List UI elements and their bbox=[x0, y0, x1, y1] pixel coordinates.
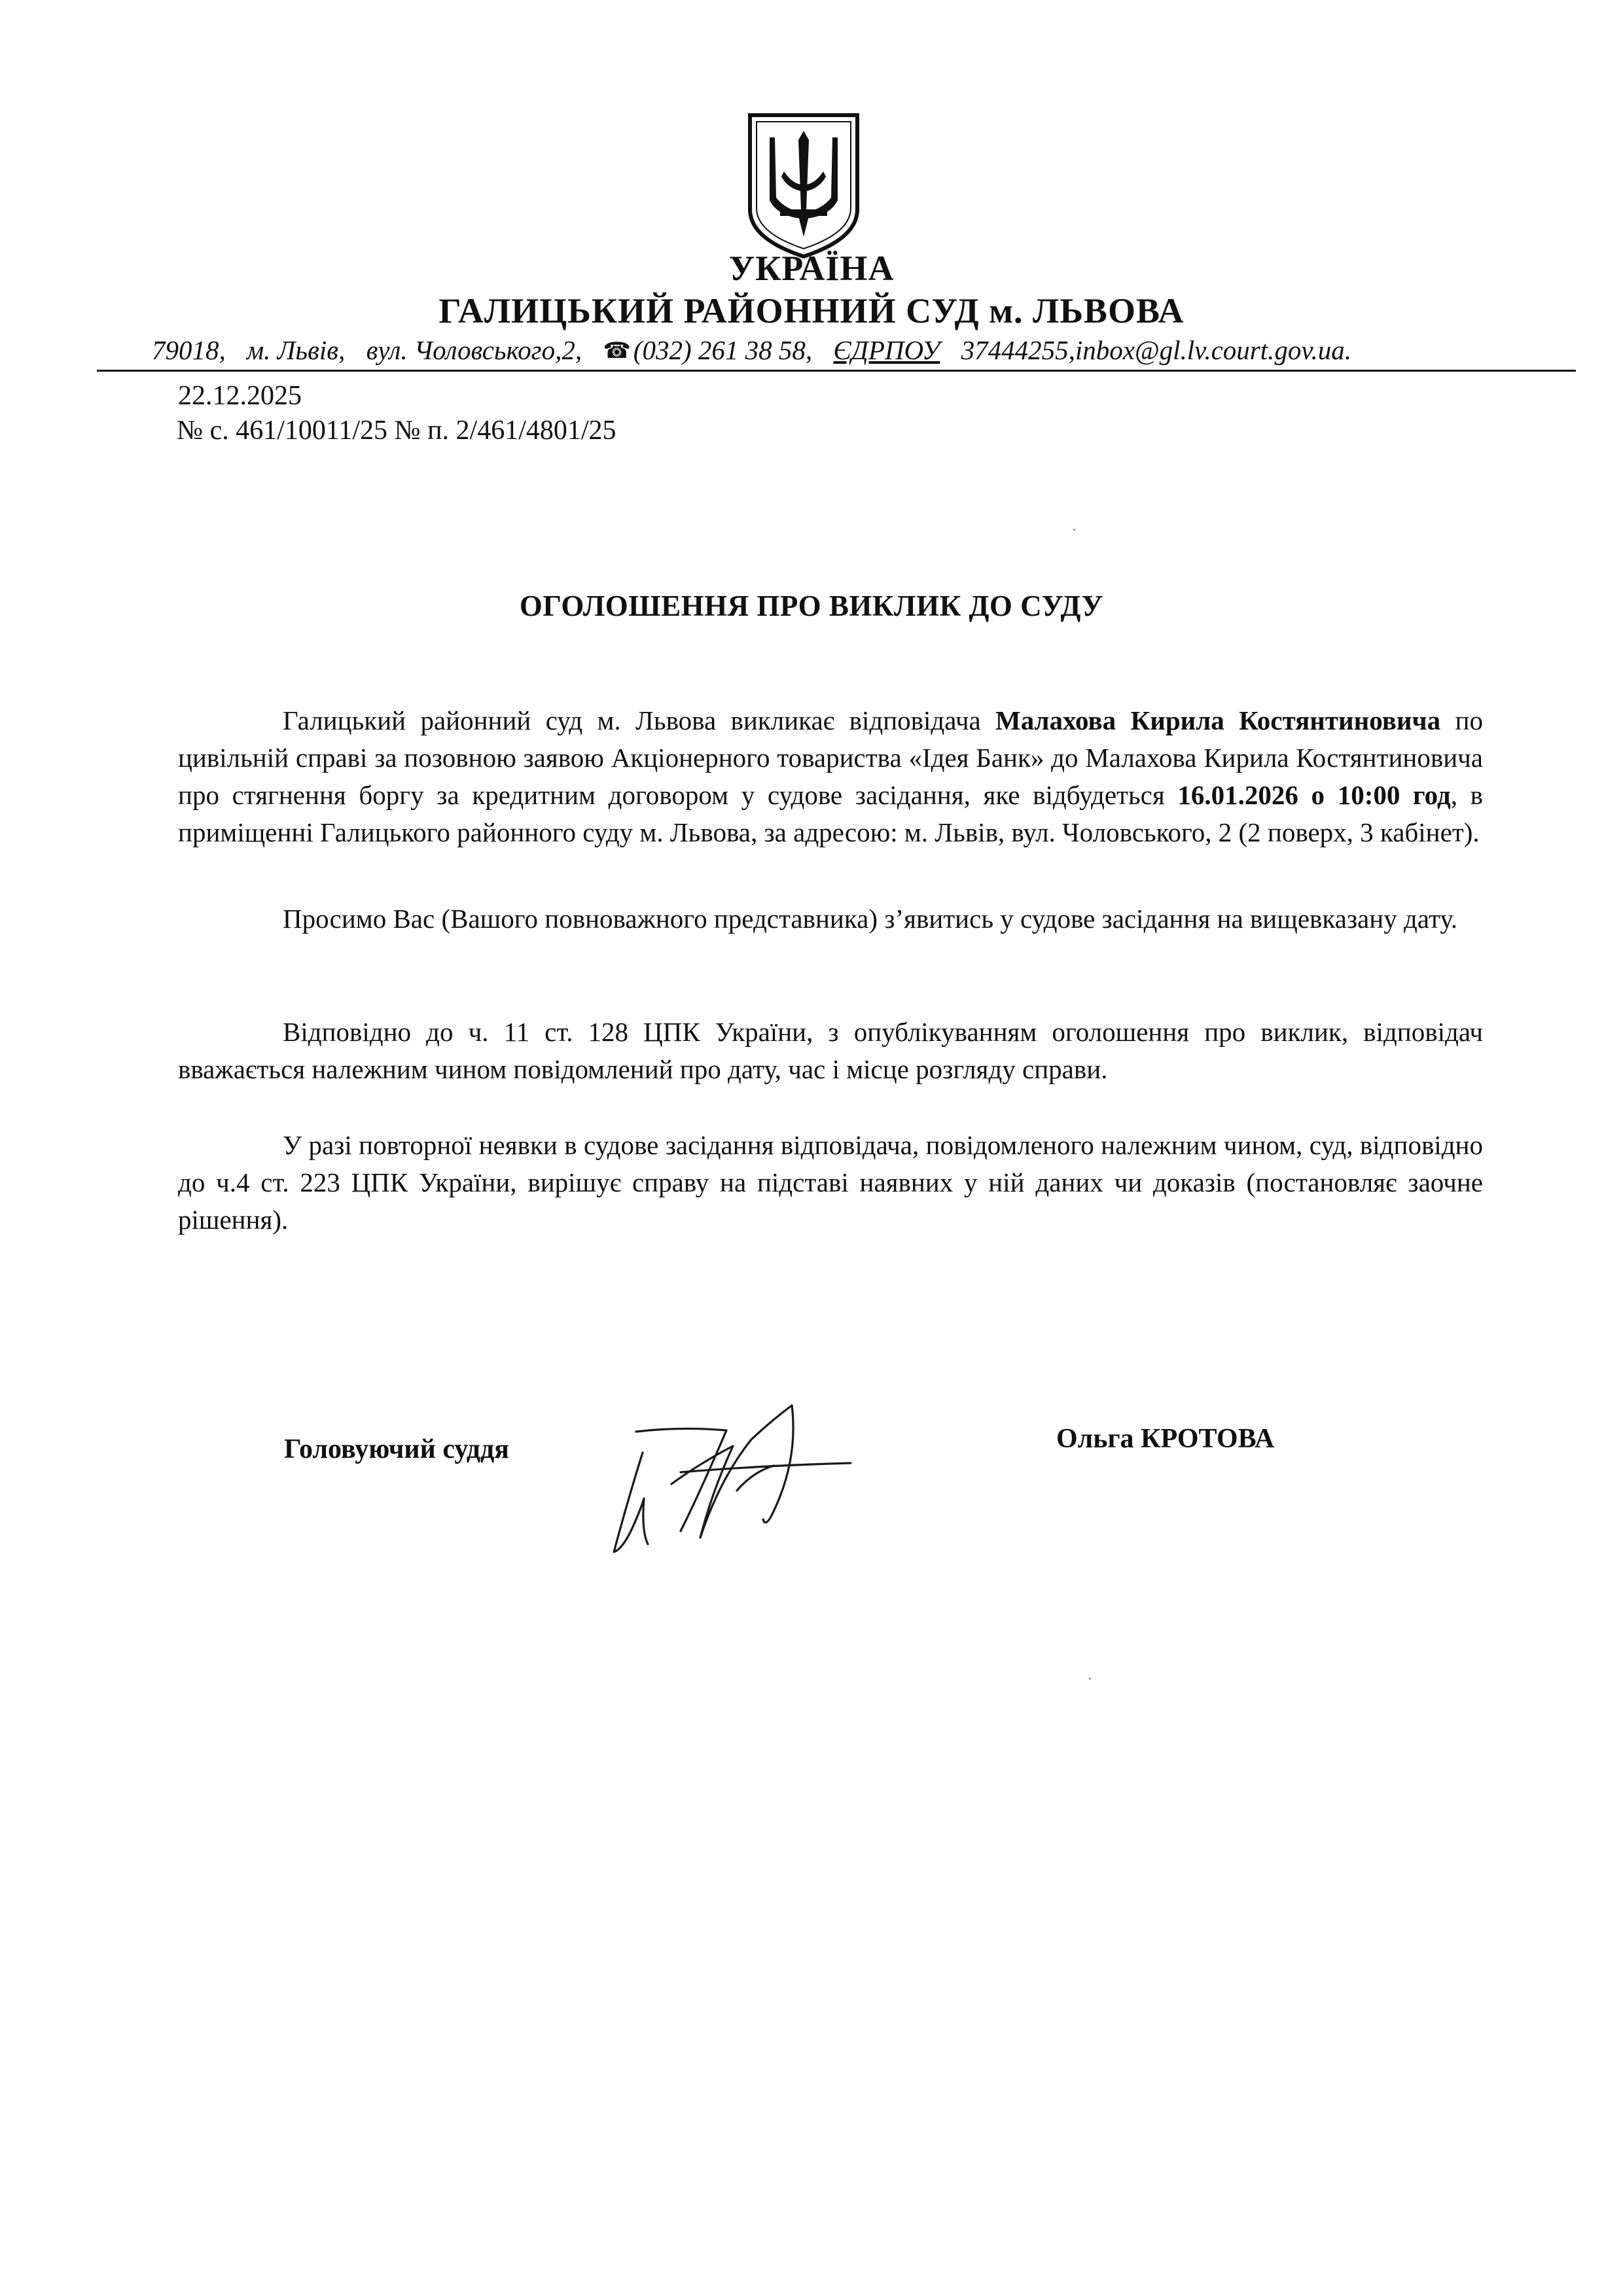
postcode: 79018, bbox=[152, 335, 226, 365]
paragraph-default-judgment: У разі повторної неявки в судове засідання відповідача, повідомленого належним чином, суд, відповідно до ч.4 ст. 223 ЦПК України, вирішує справу на підставі наявних у ній даних чи доказів (постановляє заочне рішення). bbox=[178, 1130, 1483, 1235]
scan-speck bbox=[1073, 529, 1075, 531]
court-name-heading: ГАЛИЦЬКИЙ РАЙОННИЙ СУД м. ЛЬВОВА bbox=[438, 291, 1185, 330]
presiding-judge-label: Головуючий суддя bbox=[284, 1434, 509, 1464]
tryzub-coat-of-arms-icon bbox=[746, 111, 861, 260]
court-contact-line bbox=[152, 334, 1578, 368]
summons-text-start: Галицький районний суд м. Львова викликає відповідача bbox=[283, 705, 995, 735]
summons-text-middle: по цивільній справі за позовною заявою Акціонерного товариства «Ідея Банк» до Малахова Кирила Костянтиновича про стягнення боргу за кредитним договором у судове засідання, яке відбудеться bbox=[178, 705, 1483, 810]
case-number: № с. 461/10011/25 № п. 2/461/4801/25 bbox=[177, 415, 616, 446]
defendant-name: Малахова Кирила Костянтиновича bbox=[995, 705, 1441, 735]
city: м. Львів, bbox=[247, 335, 346, 365]
paragraph-request: Просимо Вас (Вашого повноважного представника) з’явитись у судове засідання на вищевказану дату. bbox=[283, 904, 1457, 934]
street-address: вул. Чоловського,2, bbox=[366, 335, 582, 365]
telephone-icon: ☎ bbox=[603, 339, 631, 363]
header-divider bbox=[97, 370, 1576, 372]
summons-text-end: , в приміщенні Галицького районного суду м. Львова, за адресою: м. Львів, вул. Чоловського, 2 (2 поверх, 3 кабінет). bbox=[178, 780, 1484, 847]
hearing-datetime: 16.01.2026 о 10:00 год bbox=[1177, 780, 1451, 810]
edrpou-label: ЄДРПОУ bbox=[833, 335, 940, 365]
paragraph-notification: Відповідно до ч. 11 ст. 128 ЦПК України, з опублікуванням оголошення про виклик, відповідач вважається належним чином повідомлений про дату, час і місце розгляду справи. bbox=[178, 1017, 1483, 1084]
scan-speck bbox=[1089, 1678, 1091, 1680]
paragraph-summons bbox=[178, 702, 1483, 851]
country-heading: УКРАЇНА bbox=[728, 249, 895, 288]
handwritten-signature bbox=[602, 1400, 890, 1570]
document-title: ОГОЛОШЕННЯ ПРО ВИКЛИК ДО СУДУ bbox=[519, 590, 1104, 622]
edrpou-and-email: 37444255,inbox@gl.lv.court.gov.ua. bbox=[961, 335, 1352, 365]
document-date: 22.12.2025 bbox=[178, 381, 302, 411]
judge-name: Ольга КРОТОВА bbox=[1056, 1424, 1275, 1454]
phone-number: (032) 261 38 58, bbox=[633, 335, 813, 365]
